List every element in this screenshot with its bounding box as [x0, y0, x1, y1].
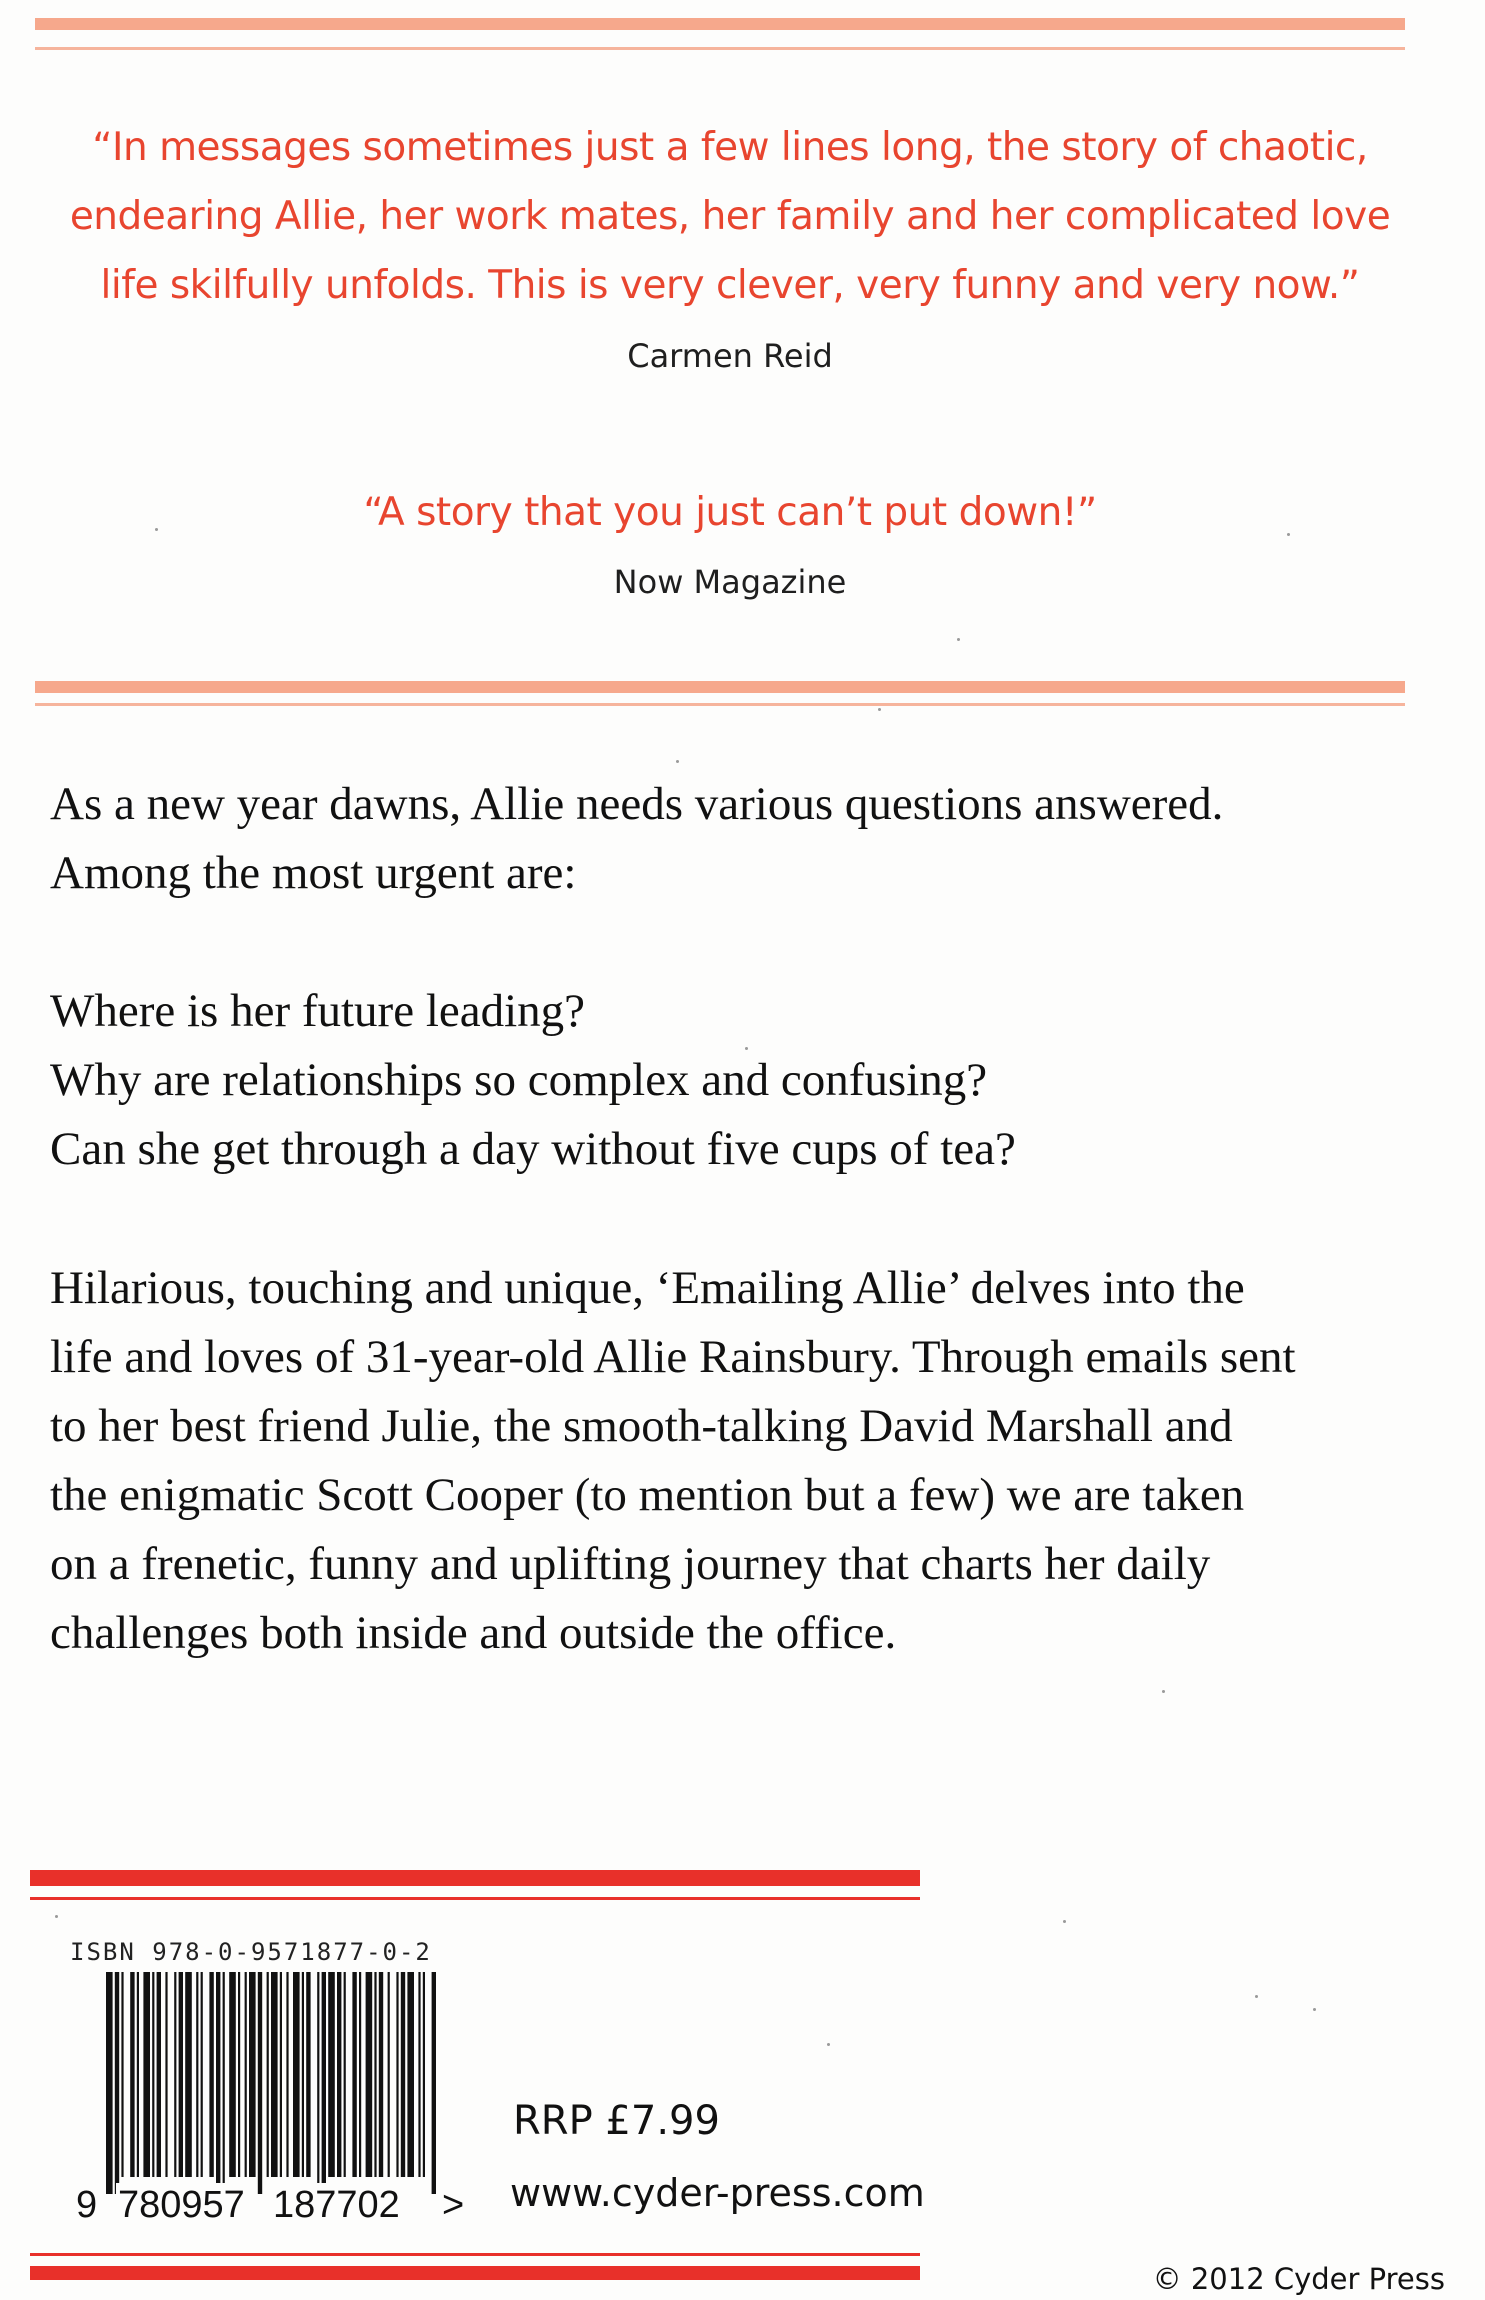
question-line: Can she get through a day without five cups of tea? [50, 1123, 1016, 1175]
barcode-bar [115, 1972, 119, 2194]
barcode-bar [137, 1972, 139, 2177]
barcode-bar [432, 1972, 436, 2194]
barcode-bar [401, 1972, 405, 2177]
barcode-bar [223, 1972, 225, 2194]
barcode-rule-top-thick [30, 1870, 920, 1886]
barcode-bar [280, 1972, 282, 2177]
review-quote-now-magazine [60, 478, 1400, 547]
review-quote-carmen-reid [60, 113, 1400, 320]
barcode-bar [196, 1972, 198, 2177]
blurb-intro [50, 770, 1430, 908]
barcode-bar [317, 1972, 319, 2194]
barcode-bar [185, 1972, 192, 2177]
scan-speck [676, 760, 679, 763]
copyright-notice: © 2012 Cyder Press [1152, 2262, 1445, 2296]
question-line: Why are relationships so complex and confusing? [50, 1054, 988, 1106]
review-source-now-magazine: Now Magazine [613, 563, 847, 601]
scan-speck [1255, 1995, 1258, 1998]
bottom-rule-thick [30, 2266, 920, 2280]
barcode-bar [238, 1972, 240, 2177]
summary-line: challenges both inside and outside the office. [50, 1607, 897, 1659]
scan-speck [745, 1047, 748, 1050]
review-quote-line: endearing Allie, her work mates, her family and her complicated love [69, 194, 1391, 239]
summary-line: to her best friend Julie, the smooth-talking David Marshall and [50, 1400, 1233, 1452]
blurb-line: As a new year dawns, Allie needs various questions answered. [50, 778, 1224, 830]
summary-line: life and loves of 31-year-old Allie Rainsbury. Through emails sent [50, 1331, 1296, 1383]
barcode-bar [396, 1972, 398, 2177]
barcode-bar [121, 1972, 123, 2177]
barcode-bar [106, 1972, 113, 2194]
review-quote-line: life skilfully unfolds. This is very clever, very funny and very now.” [100, 263, 1360, 308]
barcode-bar [388, 1972, 390, 2177]
barcode-bar [179, 1972, 183, 2177]
barcode-bar [302, 1972, 304, 2177]
barcode-bar [157, 1972, 161, 2177]
barcode-bar [293, 1972, 300, 2177]
barcode-bar [174, 1972, 176, 2177]
barcode-digits-left: 780957 [118, 2184, 245, 2226]
price-label: RRP £7.99 [513, 2098, 720, 2144]
barcode-bar [359, 1972, 361, 2177]
barcode-rule-top-thin [30, 1897, 920, 1900]
barcode-bar [418, 1972, 420, 2177]
blurb-questions [50, 977, 1430, 1184]
scan-speck [155, 528, 158, 531]
top-rule-thin [35, 47, 1405, 50]
barcode-bar [267, 1972, 269, 2177]
top-rule-thick [35, 18, 1405, 30]
scan-speck [827, 2043, 830, 2046]
scan-speck [1287, 533, 1290, 536]
scan-speck [1313, 2008, 1316, 2011]
scan-speck [957, 638, 960, 641]
barcode-arrow: > [442, 2184, 465, 2226]
barcode-bar [229, 1972, 236, 2177]
summary-line: the enigmatic Scott Cooper (to mention but a few) we are taken [50, 1469, 1245, 1521]
barcode-bar [322, 1972, 326, 2194]
barcode-bar [328, 1972, 335, 2177]
barcode-bar [366, 1972, 373, 2177]
barcode-bar [152, 1972, 154, 2177]
blurb-line: Among the most urgent are: [50, 847, 577, 899]
review-quote-line: “In messages sometimes just a few lines long, the story of chaotic, [92, 125, 1368, 170]
barcode-bar [423, 1972, 425, 2177]
review-source-carmen-reid: Carmen Reid [627, 337, 833, 375]
barcode-bar [286, 1972, 288, 2177]
barcode-bar [407, 1972, 414, 2177]
barcode-bar [379, 1972, 383, 2177]
scan-speck [1162, 1690, 1165, 1693]
scan-speck [55, 1915, 58, 1918]
middle-rule-thick [35, 681, 1405, 693]
review-quote-line: “A story that you just can’t put down!” [363, 490, 1097, 535]
barcode-bar [374, 1972, 376, 2177]
barcode-bar [258, 1972, 262, 2194]
scan-speck [1063, 1920, 1066, 1923]
barcode-bar [249, 1972, 256, 2177]
barcode-bar [271, 1972, 278, 2177]
scan-speck [878, 708, 881, 711]
bottom-rule-thin [30, 2253, 920, 2256]
barcode-bar [344, 1972, 346, 2177]
barcode-bar [352, 1972, 356, 2177]
summary-line: Hilarious, touching and unique, ‘Emailing Allie’ delves into the [50, 1262, 1245, 1314]
summary-line: on a frenetic, funny and uplifting journey that charts her daily [50, 1538, 1211, 1590]
barcode-bar [216, 1972, 220, 2194]
middle-rule-thin [35, 703, 1405, 706]
barcode-bar [143, 1972, 150, 2177]
barcode-bar [306, 1972, 310, 2177]
isbn-label: ISBN 978-0-9571877-0-2 [70, 1938, 432, 1966]
barcode-bar [201, 1972, 203, 2177]
blurb-summary [50, 1254, 1430, 1668]
publisher-website: www.cyder-press.com [510, 2171, 925, 2215]
barcode-digit-first: 9 [76, 2184, 98, 2226]
barcode-bar [165, 1972, 167, 2177]
barcode-digits-right: 187702 [273, 2184, 400, 2226]
question-line: Where is her future leading? [50, 985, 586, 1037]
barcode-image [106, 1972, 436, 2194]
barcode-bar [245, 1972, 247, 2177]
barcode-bar [130, 1972, 134, 2177]
barcode-bar [209, 1972, 213, 2177]
barcode-bar [337, 1972, 341, 2177]
